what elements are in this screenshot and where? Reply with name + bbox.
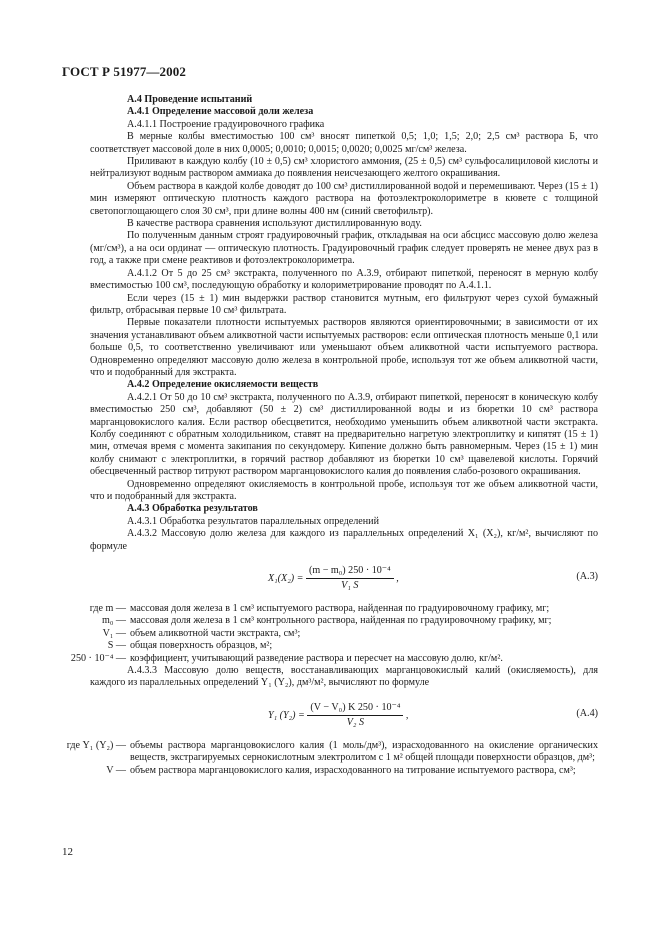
legend-description: массовая доля железа в 1 см³ испытуемого раствора, найденная по градуировочному графику, мг; bbox=[130, 603, 550, 615]
legend-row bbox=[62, 640, 598, 652]
paragraph: По полученным данным строят градуировочный график, откладывая на оси абсцисс массовую долю железа (мг/см³), а на оси ординат — оптическую плотность. Градуировочный график следует проверять не менее двух раз в год, а также при смене реактивов и фотоэлектроколориметра. bbox=[90, 230, 598, 267]
paragraph: А.4.3.2 Массовую долю железа для каждого из параллельных определений X₁ (X₂), кг/м², вычисляют по формуле bbox=[90, 528, 598, 552]
legend-description: массовая доля железа в 1 см³ контрольного раствора, найденная по градуировочному графику, мг; bbox=[130, 615, 552, 627]
paragraph: Если через (15 ± 1) мин выдержки раствор становится мутным, его фильтруют через сухой бумажный фильтр, отбрасывая первые 10 см³ фильтрата. bbox=[90, 292, 598, 316]
legend-row bbox=[62, 628, 598, 640]
formula-expression bbox=[268, 702, 408, 730]
paragraph: В качестве раствора сравнения используют дистиллированную воду. bbox=[127, 218, 422, 230]
legend-row bbox=[62, 603, 598, 615]
formula-a4 bbox=[90, 696, 598, 736]
legend-symbol: S — bbox=[107, 640, 126, 652]
subsection-heading-oxidizability: А.4.2 Определение окисляемости веществ bbox=[127, 379, 319, 391]
legend-description: объем раствора марганцовокислого калия, израсходованного на титрование испытуемого раствора, см³; bbox=[130, 764, 576, 776]
formula-numerator: (V − V₀) K 250 · 10⁻⁴ bbox=[307, 702, 403, 716]
formula-tail: , bbox=[396, 573, 399, 585]
legend-row bbox=[62, 653, 598, 665]
formula-a3 bbox=[90, 559, 598, 599]
subsection-heading-results: А.4.3 Обработка результатов bbox=[127, 503, 258, 515]
legend-row bbox=[62, 615, 598, 627]
formula-a3-legend bbox=[62, 603, 598, 665]
paragraph: Приливают в каждую колбу (10 ± 0,5) см³ хлористого аммония, (25 ± 0,5) см³ сульфосалициловой кислоты и нейтрализуют водным раствором аммиака до появления неисчезающего желтого окрашивания. bbox=[90, 156, 598, 180]
document-header: ГОСТ Р 51977—2002 bbox=[62, 64, 186, 79]
formula-fraction bbox=[306, 565, 394, 593]
paragraph: А.4.2.1 От 50 до 10 см³ экстракта, полученного по А.3.9, отбирают пипеткой, переносят в коническую колбу вместимостью 250 см³, добавляют (50 ± 2) см³ дистиллированной воды и из бюретки 10 см³ раствора марганцовокислого калия. Если раствор обесцветится, необходимо уменьшить объем аликвотной части экстракта. Колбу соединяют с обратным холодильником, ставят на предварительно нагретую электроплитку и кипятят (15 ± 1) мин, отмечая время с момента закипания по секундомеру. Кипение должно быть равномерным. Через (15 ± 1) мин колбу снимают с электроплитки, в горячий раствор добавляют из бюретки 10 см³ щавелевой кислоты. Горячий обесцвеченный раствор титруют раствором марганцовокислого калия до появления слабо-розового окрашивания. bbox=[90, 391, 598, 478]
section-heading: А.4 Проведение испытаний bbox=[127, 94, 253, 105]
formula-denominator: V₁ S bbox=[341, 580, 359, 592]
formula-number: (А.4) bbox=[576, 707, 598, 719]
document-body bbox=[66, 94, 598, 777]
paragraph: В мерные колбы вместимостью 100 см³ вносят пипеткой 0,5; 1,0; 1,5; 2,0; 2,5 см³ раствора Б, что соответствует массовой доле в них 0,0005; 0,0010; 0,0015; 0,0020; 0,0025 мг/см³ железа. bbox=[90, 131, 598, 155]
formula-numerator: (m − m₀) 250 · 10⁻⁴ bbox=[306, 565, 394, 579]
legend-description: объемы раствора марганцовокислого калия (1 моль/дм³), израсходованного на окисление органических веществ, экстрагируемых сернокислотным электролитом с 1 м² общей площади поверхности образцов, дм³; bbox=[130, 739, 598, 764]
subsection-heading-iron: А.4.1 Определение массовой доли железа bbox=[127, 106, 314, 118]
formula-number: (А.3) bbox=[576, 571, 598, 583]
formula-expression bbox=[268, 565, 399, 593]
legend-symbol: m₀ — bbox=[102, 615, 126, 627]
legend-symbol: V — bbox=[106, 764, 126, 776]
legend-description: коэффициент, учитывающий разведение раствора и пересчет на массовую долю, кг/м². bbox=[130, 652, 503, 664]
formula-denominator: V₂ S bbox=[346, 717, 364, 729]
formula-a4-legend bbox=[62, 740, 598, 777]
paragraph: Первые показатели плотности испытуемых растворов являются ориентировочными; в зависимости от их значения устанавливают объем аликвотной части испытуемых растворов: если оптическая плотность меньше 0,1 или больше 0,5, то соответственно увеличивают или уменьшают объем аликвотной части испытуемого раствора. Одновременно определяют массовую долю железа в контрольной пробе, используя тот же объем аликвотной части, что и подобранный для экстракта. bbox=[90, 317, 598, 378]
paragraph: А.4.1.1 Построение градуировочного графика bbox=[127, 118, 325, 130]
legend-symbol: V₁ — bbox=[102, 627, 126, 639]
formula-fraction bbox=[307, 702, 403, 730]
paragraph: А.4.1.2 От 5 до 25 см³ экстракта, полученного по А.3.9, отбирают пипеткой, переносят в мерную колбу вместимостью 100 см³, последующую обработку и колориметрирование проводят по А.4.1.1. bbox=[90, 267, 598, 292]
paragraph: Объем раствора в каждой колбе доводят до 100 см³ дистиллированной водой и перемешивают. Через (15 ± 1) мин измеряют оптическую плотность каждого раствора на фотоэлектроколориметре в кювете с толщиной светопоглощающего слоя 30 см³, при длине волны 400 нм (синий светофильтр). bbox=[90, 180, 598, 217]
paragraph: А.4.3.3 Массовую долю веществ, восстанавливающих марганцовокислый калий (окисляемость), для каждого из параллельных определений Y₁ (Y₂), дм³/м², вычисляют по формуле bbox=[90, 665, 598, 689]
paragraph: Одновременно определяют окисляемость в контрольной пробе, используя тот же объем аликвотной части, что и подобранный для экстракта. bbox=[90, 478, 598, 502]
legend-row bbox=[62, 765, 598, 777]
page-number: 12 bbox=[62, 846, 73, 858]
legend-row bbox=[62, 740, 598, 765]
formula-lhs: Y₁ (Y₂) = bbox=[268, 710, 305, 722]
legend-description: объем аликвотной части экстракта, см³; bbox=[130, 627, 301, 639]
legend-description: общая поверхность образцов, м²; bbox=[130, 640, 273, 652]
paragraph: А.4.3.1 Обработка результатов параллельных определений bbox=[127, 515, 379, 527]
formula-lhs: X₁(X₂) = bbox=[268, 573, 304, 585]
legend-symbol: где m — bbox=[89, 603, 126, 615]
legend-symbol: где Y₁ (Y₂) — bbox=[66, 739, 126, 751]
formula-tail: , bbox=[405, 710, 409, 722]
legend-symbol: 250 · 10⁻⁴ — bbox=[70, 652, 126, 664]
